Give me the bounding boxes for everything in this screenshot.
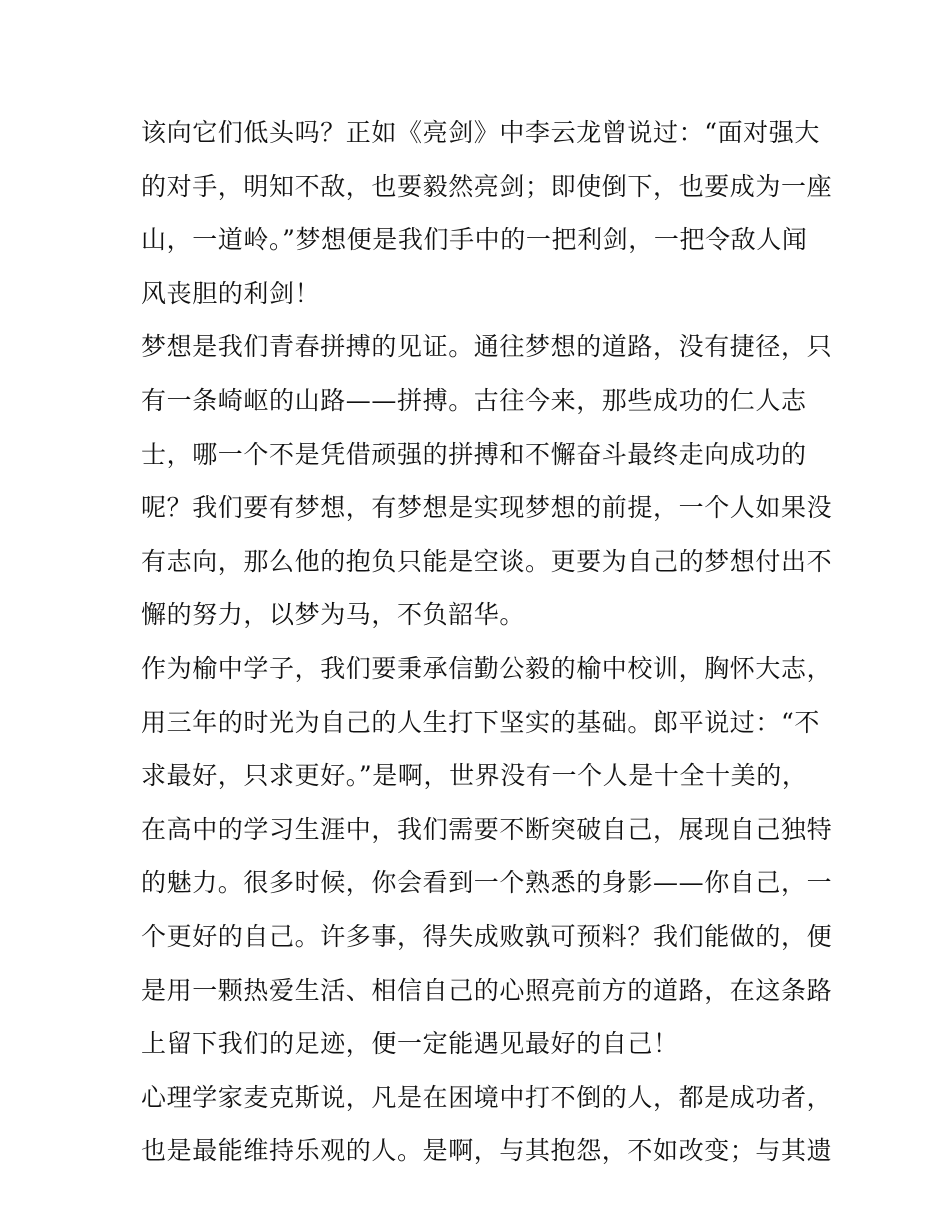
text-line: 士，哪一个不是凭借顽强的拼搏和不懈奋斗最终走向成功的 — [141, 439, 807, 469]
text-line: 该向它们低头吗？正如《亮剑》中李云龙曾说过：“面对强大 — [141, 118, 820, 147]
text-line: 是用一颗热爱生活、相信自己的心照亮前方的道路，在这条路 — [141, 975, 833, 1005]
text-line: 上留下我们的足迹，便一定能遇见最好的自己！ — [141, 1029, 679, 1059]
text-line: 懈的努力，以梦为马，不负韶华。 — [141, 600, 526, 630]
text-line: 个更好的自己。许多事，得失成败孰可预料？我们能做的，便 — [141, 921, 833, 951]
text-line: 作为榆中学子，我们要秉承信勤公毅的榆中校训，胸怀大志， — [141, 653, 833, 683]
text-line: 呢？我们要有梦想，有梦想是实现梦想的前提，一个人如果没 — [141, 493, 833, 523]
text-line: 用三年的时光为自己的人生打下坚实的基础。郎平说过：“不 — [141, 707, 820, 737]
text-line: 有一条崎岖的山路——拼搏。古往今来，那些成功的仁人志 — [141, 385, 807, 415]
text-line: 风丧胆的利剑！ — [141, 278, 321, 308]
text-line: 心理学家麦克斯说，凡是在困境中打不倒的人，都是成功者， — [141, 1082, 833, 1112]
document-body — [141, 106, 833, 1178]
text-line: 梦想是我们青春拼搏的见证。通往梦想的道路，没有捷径，只 — [141, 332, 833, 362]
text-line: 的对手，明知不敌，也要毅然亮剑；即使倒下，也要成为一座 — [141, 171, 833, 201]
text-line: 有志向，那么他的抱负只能是空谈。更要为自己的梦想付出不 — [141, 546, 833, 576]
text-line: 山，一道岭。”梦想便是我们手中的一把利剑，一把令敌人闻 — [141, 225, 808, 255]
text-line: 求最好，只求更好。”是啊，世界没有一个人是十全十美的， — [141, 761, 808, 791]
text-line: 的魅力。很多时候，你会看到一个熟悉的身影——你自己，一 — [141, 868, 833, 898]
text-line: 在高中的学习生涯中，我们需要不断突破自己，展现自己独特 — [141, 814, 833, 844]
text-line: 也是最能维持乐观的人。是啊，与其抱怨，不如改变；与其遗 — [141, 1136, 833, 1166]
